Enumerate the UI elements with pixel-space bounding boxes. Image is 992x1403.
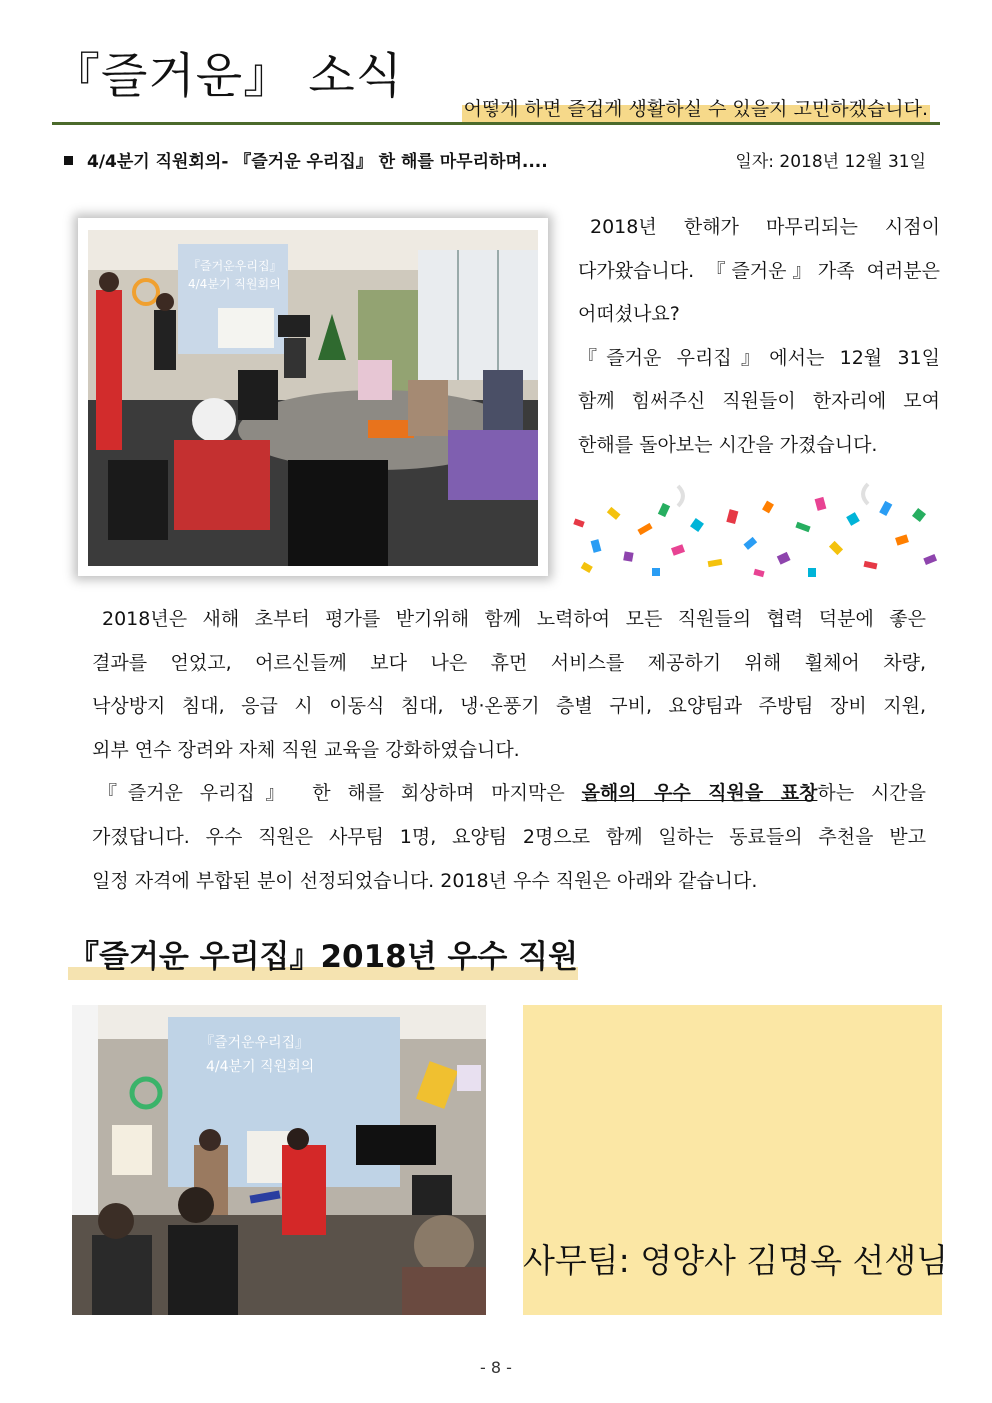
body-text-segment: 하는 시간을	[817, 782, 927, 805]
tagline: 어떻게 하면 즐겁게 생활하실 수 있을지 고민하겠습니다.	[463, 98, 928, 120]
intro-line: 『즐거운 우리집』에서는 12월 31일	[578, 346, 940, 369]
page-title: 『즐거운』 소식	[52, 48, 404, 104]
section-date: 일자: 2018년 12월 31일	[735, 152, 926, 172]
meeting-photo-frame	[78, 218, 548, 576]
section-header	[64, 150, 930, 174]
award-recipient: 사무팀: 영양사 김명옥 선생님	[523, 1241, 949, 1280]
body-text	[92, 598, 926, 903]
intro-line: 한해를 돌아보는 시간을 가졌습니다.	[578, 433, 878, 456]
page-number: - 8 -	[480, 1358, 512, 1377]
body-line: 가졌답니다. 우수 직원은 사무팀 1명, 요양팀 2명으로 함께 일하는 동료들의 추천을 받고	[92, 825, 926, 848]
body-line: 일정 자격에 부합된 분이 선정되었습니다. 2018년 우수 직원은 아래와 같습니다.	[92, 869, 758, 892]
section-title: 4/4분기 직원회의- 『즐거운 우리집』 한 해를 마무리하며....	[87, 152, 548, 172]
body-text-segment: 『즐거운 우리집』 한 해를 회상하며 마지막은	[98, 782, 582, 805]
screen-title-1: 『즐거운우리집』	[188, 259, 282, 273]
award-ceremony-photo	[72, 1005, 486, 1315]
award-heading: 『즐거운 우리집』2018년 우수 직원	[68, 934, 578, 980]
meeting-photo	[88, 230, 538, 566]
body-line: 외부 연수 장려와 자체 직원 교육을 강화하였습니다.	[92, 738, 520, 761]
intro-line: 2018년 한해가 마무리되는 시점이	[590, 216, 940, 238]
screen-title-2: 4/4분기 직원회의	[188, 277, 281, 291]
body-line: 결과를 얻었고, 어르신들께 보다 나은 휴먼 서비스를 제공하기 위해 휠체어 차량,	[92, 651, 926, 674]
screen-title-2: 4/4분기 직원회의	[206, 1059, 315, 1075]
award-recipient-box	[523, 1005, 949, 1315]
square-bullet-icon	[64, 156, 73, 165]
header-divider	[52, 122, 940, 125]
body-line: 2018년은 새해 초부터 평가를 받기위해 함께 노력하여 모든 직원들의 협력 덕분에 좋은	[102, 608, 926, 630]
screen-title-1: 『즐거운우리집』	[200, 1035, 310, 1051]
body-line: 낙상방지 침대, 응급 시 이동식 침대, 냉·온풍기 층별 구비, 요양팀과 주방팀 장비 지원,	[92, 695, 926, 718]
body-line-emphasis	[92, 772, 926, 816]
emphasis-text: 올해의 우수 직원을 표창	[581, 782, 818, 805]
intro-line: 다가왔습니다. 『즐거운』가족 여러분은	[578, 259, 940, 282]
confetti-decoration	[568, 480, 940, 582]
intro-text	[578, 206, 940, 467]
intro-line: 어떠셨나요?	[578, 303, 680, 325]
intro-line: 함께 힘써주신 직원들이 한자리에 모여	[578, 390, 940, 412]
